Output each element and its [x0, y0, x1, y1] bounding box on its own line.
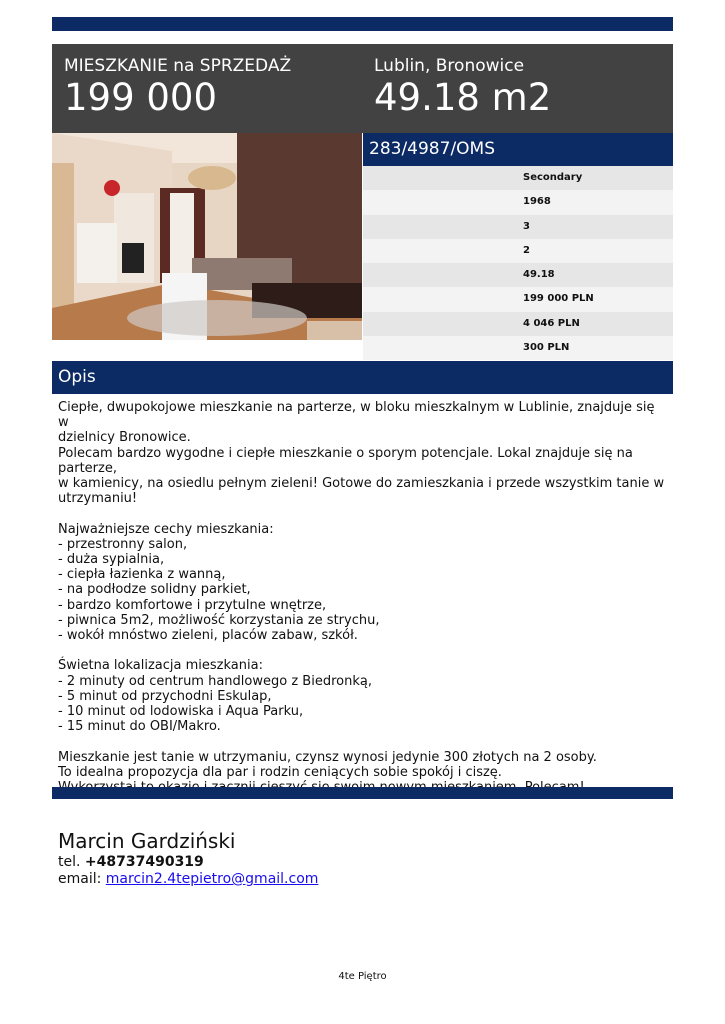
spec-rent: 300 PLN — [363, 336, 673, 360]
email-link[interactable]: marcin2.4tepietro@gmail.com — [105, 871, 319, 887]
reference-number: 283/4987/OMS — [363, 133, 673, 166]
description-line: - ciepła łazienka z wanną, — [58, 567, 226, 583]
description-line: Najważniejsze cechy mieszkania: — [58, 521, 274, 537]
listing-type: MIESZKANIE na SPRZEDAŻ — [64, 56, 292, 76]
description-line: - wokół mnóstwo zieleni, placów zabaw, szkół. — [58, 628, 358, 644]
description-line: utrzymaniu! — [58, 491, 138, 507]
description-line — [58, 643, 668, 658]
description-line: - 15 minut do OBI/Makro. — [58, 719, 221, 735]
listing-price: 199 000 — [64, 76, 218, 119]
description-line: Mieszkanie jest tanie w utrzymaniu, czynsz wynosi jedynie 300 złotych na 2 osoby. — [58, 749, 597, 765]
spec-floor: 3 — [363, 215, 673, 239]
spec-rooms: 2 — [363, 239, 673, 263]
agent-contact — [58, 828, 318, 888]
spec-year-built: 1968 — [363, 190, 673, 214]
spec-table — [363, 166, 673, 360]
description-line: - na podłodze solidny parkiet, — [58, 582, 251, 598]
phone-label: tel. — [58, 854, 81, 870]
description-line: - piwnica 5m2, możliwość korzystania ze strychu, — [58, 612, 380, 628]
agent-name: Marcin Gardziński — [58, 829, 236, 853]
description-line: - bardzo komfortowe i przytulne wnętrze, — [58, 597, 327, 613]
middle-divider-bar — [52, 787, 673, 799]
email-label: email: — [58, 871, 102, 887]
description-line: Świetna lokalizacja mieszkania: — [58, 658, 263, 674]
footer-brand: 4te Piętro — [338, 971, 387, 982]
description-line: - 5 minut od przychodni Eskulap, — [58, 688, 272, 704]
living-room-image — [52, 133, 362, 340]
spec-price-per-m2: 4 046 PLN — [363, 312, 673, 336]
description-line: - 10 minut od lodowiska i Aqua Parku, — [58, 704, 304, 720]
description-line: w kamienicy, na osiedlu pełnym zieleni! Gotowe do zamieszkania i przede wszystkim tanie w — [58, 476, 665, 492]
description-line: Polecam bardzo wygodne i ciepłe mieszkanie o sporym potencjale. Lokal znajduje się na parterze, — [58, 445, 633, 476]
agent-email-line — [58, 871, 318, 888]
listing-area: 49.18 m2 — [374, 76, 552, 119]
listing-header — [52, 44, 673, 133]
description-line: dzielnicy Bronowice. — [58, 430, 191, 446]
description-line: - przestronny salon, — [58, 536, 188, 552]
apartment-photo — [52, 133, 362, 340]
spec-area: 49.18 — [363, 263, 673, 287]
description-line: - 2 minuty od centrum handlowego z Biedronką, — [58, 673, 372, 689]
agent-phone-line — [58, 854, 318, 871]
description-line: To idealna propozycja dla par i rodzin ceniących sobie spokój i ciszę. — [58, 764, 502, 780]
description-line — [58, 506, 668, 521]
description-line — [58, 734, 668, 749]
phone-number: +48737490319 — [84, 854, 204, 870]
listing-location: Lublin, Bronowice — [374, 56, 525, 76]
description-line: - duża sypialnia, — [58, 552, 165, 568]
description-heading: Opis — [52, 361, 673, 394]
spec-price: 199 000 PLN — [363, 287, 673, 311]
description-line: Ciepłe, dwupokojowe mieszkanie na parterze, w bloku mieszkalnym w Lublinie, znajduje się w — [58, 400, 655, 431]
spec-market: Secondary — [363, 166, 673, 190]
top-divider-bar — [52, 17, 673, 31]
description-text — [58, 400, 668, 795]
